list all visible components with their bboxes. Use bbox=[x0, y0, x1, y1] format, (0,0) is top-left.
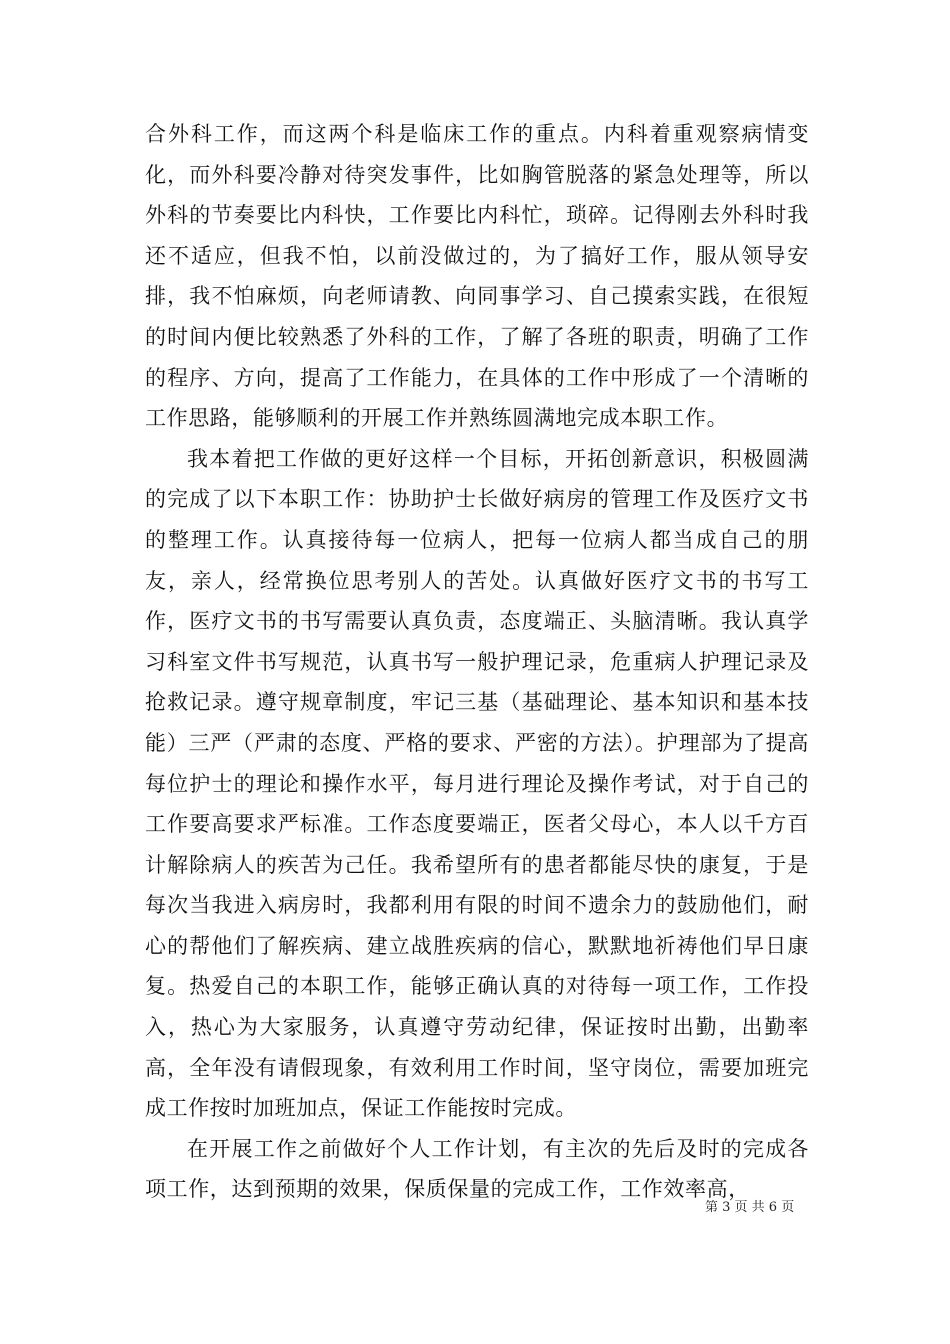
paragraph-1: 合外科工作，而这两个科是临床工作的重点。内科着重观察病情变化，而外科要冷静对待突发事件，比如胸管脱落的紧急处理等，所以外科的节奏要比内科快，工作要比内科忙，琐碎。记得刚去外科时我还不适应，但我不怕，以前没做过的，为了搞好工作，服从领导安排，我不怕麻烦，向老师请教、向同事学习、自己摸索实践，在很短的时间内便比较熟悉了外科的工作，了解了各班的职责，明确了工作的程序、方向，提高了工作能力，在具体的工作中形成了一个清晰的工作思路，能够顺利的开展工作并熟练圆满地完成本职工作。 bbox=[145, 122, 809, 431]
body-text bbox=[145, 114, 809, 1210]
page-number: 第 3 页 共 6 页 bbox=[705, 1200, 795, 1215]
paragraph-3: 在开展工作之前做好个人工作计划，有主次的先后及时的完成各项工作，达到预期的效果，保质保量的完成工作，工作效率高， bbox=[145, 1136, 809, 1202]
paragraph-2: 我本着把工作做的更好这样一个目标，开拓创新意识，积极圆满的完成了以下本职工作：协助护士长做好病房的管理工作及医疗文书的整理工作。认真接待每一位病人，把每一位病人都当成自己的朋友，亲人，经常换位思考别人的苦处。认真做好医疗文书的书写工作，医疗文书的书写需要认真负责，态度端正、头脑清晰。我认真学习科室文件书写规范，认真书写一般护理记录，危重病人护理记录及抢救记录。遵守规章制度，牢记三基（基础理论、基本知识和基本技能）三严（严肃的态度、严格的要求、严密的方法）。护理部为了提高每位护士的理论和操作水平，每月进行理论及操作考试，对于自己的工作要高要求严标准。工作态度要端正，医者父母心，本人以千方百计解除病人的疾苦为己任。我希望所有的患者都能尽快的康复，于是每次当我进入病房时，我都利用有限的时间不遗余力的鼓励他们，耐心的帮他们了解疾病、建立战胜疾病的信心，默默地祈祷他们早日康复。热爱自己的本职工作，能够正确认真的对待每一项工作，工作投入，热心为大家服务，认真遵守劳动纪律，保证按时出勤，出勤率高，全年没有请假现象，有效利用工作时间，坚守岗位，需要加班完成工作按时加班加点，保证工作能按时完成。 bbox=[145, 446, 809, 1121]
